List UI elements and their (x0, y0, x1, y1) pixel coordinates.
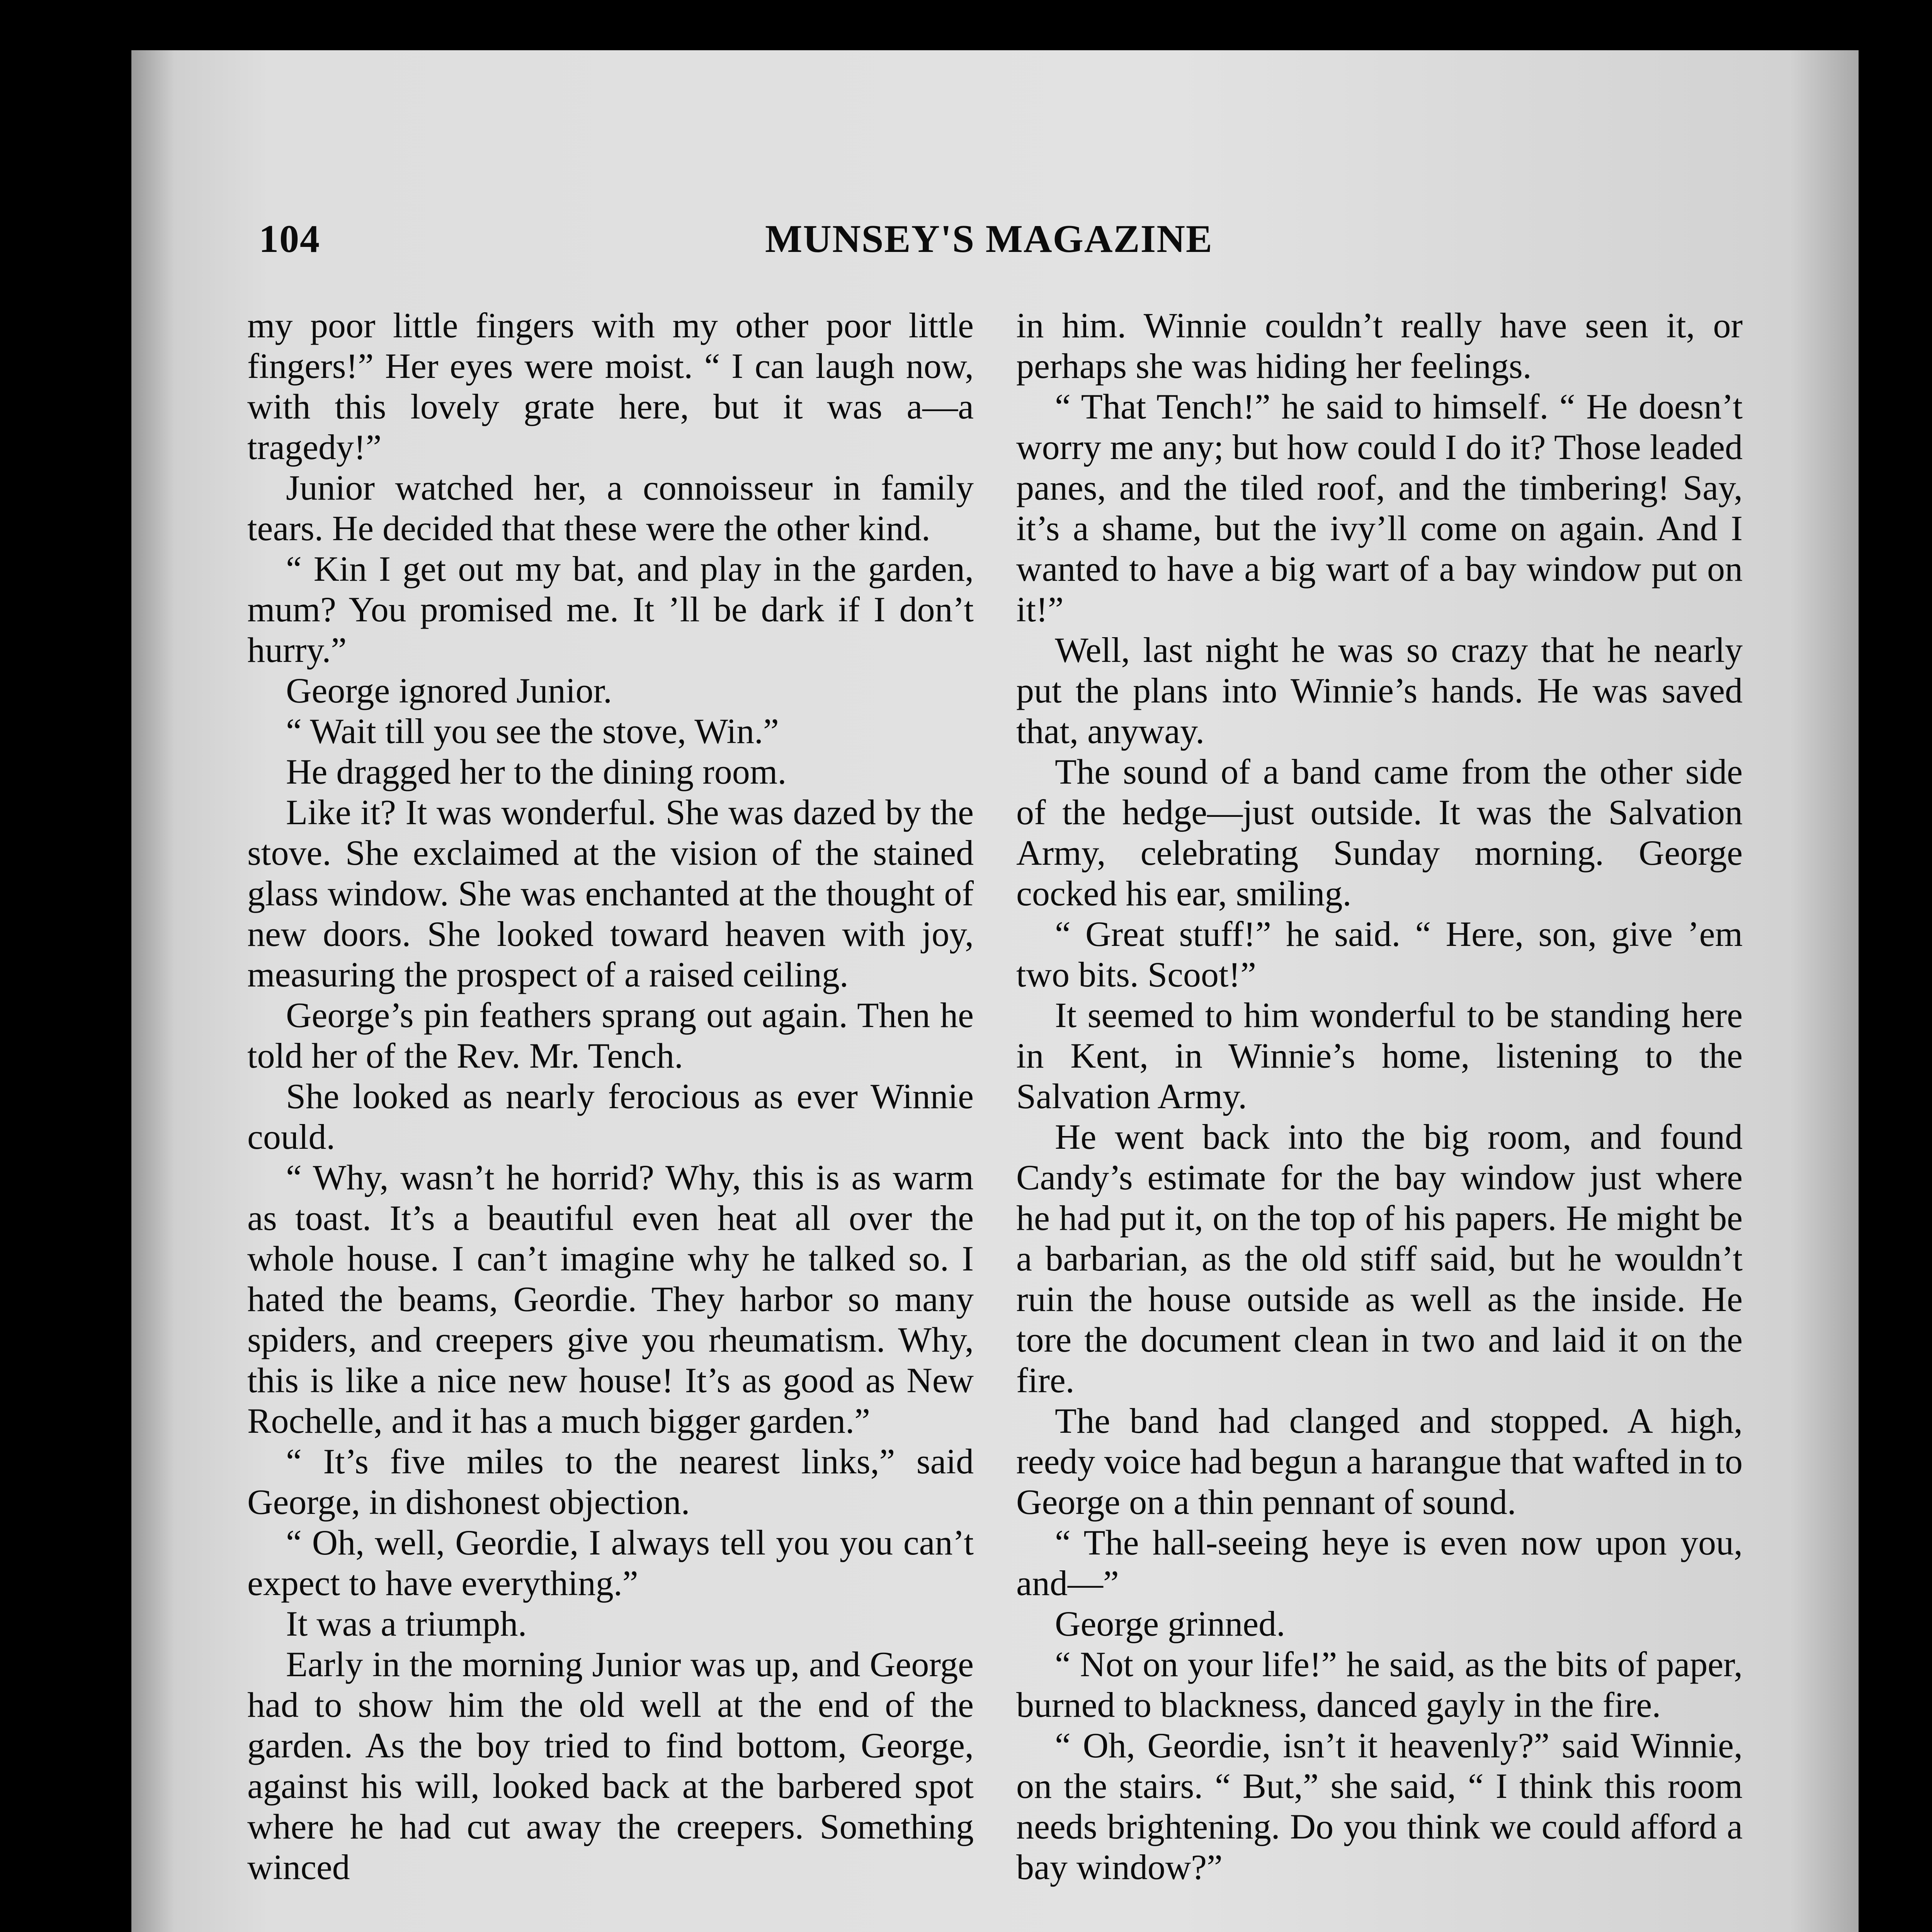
left-text-column (247, 305, 974, 1888)
paragraph: It seemed to him wonderful to be standing here in Kent, in Winnie’s home, listening to the Salvation Army. (1016, 995, 1743, 1116)
paragraph: “ Great stuff!” he said. “ Here, son, give ’em two bits. Scoot!” (1016, 914, 1743, 994)
paragraph: “ It’s five miles to the nearest links,” said George, in dishonest objection. (247, 1442, 974, 1522)
right-text-column (1016, 305, 1743, 1888)
paragraph: “ Wait till you see the stove, Win.” (286, 711, 779, 751)
paragraph: “ The hall-seeing heye is even now upon you, and—” (1016, 1523, 1743, 1603)
paragraph: The band had clanged and stopped. A high, reedy voice had begun a harangue that wafted in to George on a thin pennant of sound. (1016, 1401, 1743, 1522)
paragraph: The sound of a band came from the other side of the hedge—just outside. It was the Salvation Army, celebrating Sunday morning. George cocked his ear, smiling. (1016, 752, 1743, 913)
paragraph: my poor little fingers with my other poor little fingers!” Her eyes were moist. “ I can laugh now, with this lovely grate here, but it was a—a tragedy!” (247, 306, 974, 467)
paragraph: “ Oh, Geordie, isn’t it heavenly?” said Winnie, on the stairs. “ But,” she said, “ I think this room needs brightening. Do you think we could afford a bay window?” (1016, 1726, 1743, 1887)
magazine-page (131, 50, 1859, 1932)
paragraph: Junior watched her, a connoisseur in family tears. He decided that these were the other kind. (247, 468, 974, 548)
paragraph: He went back into the big room, and found Candy’s estimate for the bay window just where he had put it, on the top of his papers. He might be a barbarian, as the old stiff said, but he wouldn’t ruin the house outside as well as the inside. He tore the document clean in two and laid it on the fire. (1016, 1117, 1743, 1400)
paragraph: “ Not on your life!” he said, as the bits of paper, burned to blackness, danced gayly in the fire. (1016, 1645, 1743, 1725)
paragraph: George ignored Junior. (286, 671, 612, 710)
paragraph: “ Oh, well, Geordie, I always tell you you can’t expect to have everything.” (247, 1523, 974, 1603)
running-title: MUNSEY'S MAGAZINE (765, 217, 1213, 261)
paragraph: Well, last night he was so crazy that he nearly put the plans into Winnie’s hands. He was saved that, anyway. (1016, 630, 1743, 751)
paragraph: He dragged her to the dining room. (286, 752, 787, 791)
page-number: 104 (259, 217, 320, 261)
paragraph: George grinned. (1055, 1604, 1286, 1643)
paragraph: “ That Tench!” he said to himself. “ He doesn’t worry me any; but how could I do it? Those leaded panes, and the tiled roof, and the timbering! Say, it’s a shame, but the ivy’ll come on again. And I wanted to have a big wart of a bay window put on it!” (1016, 387, 1743, 629)
paragraph: “ Why, wasn’t he horrid? Why, this is as warm as toast. It’s a beautiful even heat all over the whole house. I can’t imagine why he talked so. I hated the beams, Geordie. They harbor so many spiders, and creepers give you rheumatism. Why, this is like a nice new house! It’s as good as New Rochelle, and it has a much bigger garden.” (247, 1158, 974, 1440)
paragraph: “ Kin I get out my bat, and play in the garden, mum? You promised me. It ’ll be dark if I don’t hurry.” (247, 549, 974, 670)
paragraph: She looked as nearly ferocious as ever Winnie could. (247, 1077, 974, 1156)
paragraph: George’s pin feathers sprang out again. Then he told her of the Rev. Mr. Tench. (247, 995, 974, 1075)
paragraph: Early in the morning Junior was up, and George had to show him the old well at the end of the garden. As the boy tried to find bottom, George, against his will, looked back at the barbered spot where he had cut away the creepers. Something winced (247, 1645, 974, 1887)
paragraph: in him. Winnie couldn’t really have seen it, or perhaps she was hiding her feelings. (1016, 306, 1743, 386)
paragraph: Like it? It was wonderful. She was dazed by the stove. She exclaimed at the vision of the stained glass window. She was enchanted at the thought of new doors. She looked toward heaven with joy, measuring the prospect of a raised ceiling. (247, 793, 974, 994)
paragraph: It was a triumph. (286, 1604, 527, 1643)
